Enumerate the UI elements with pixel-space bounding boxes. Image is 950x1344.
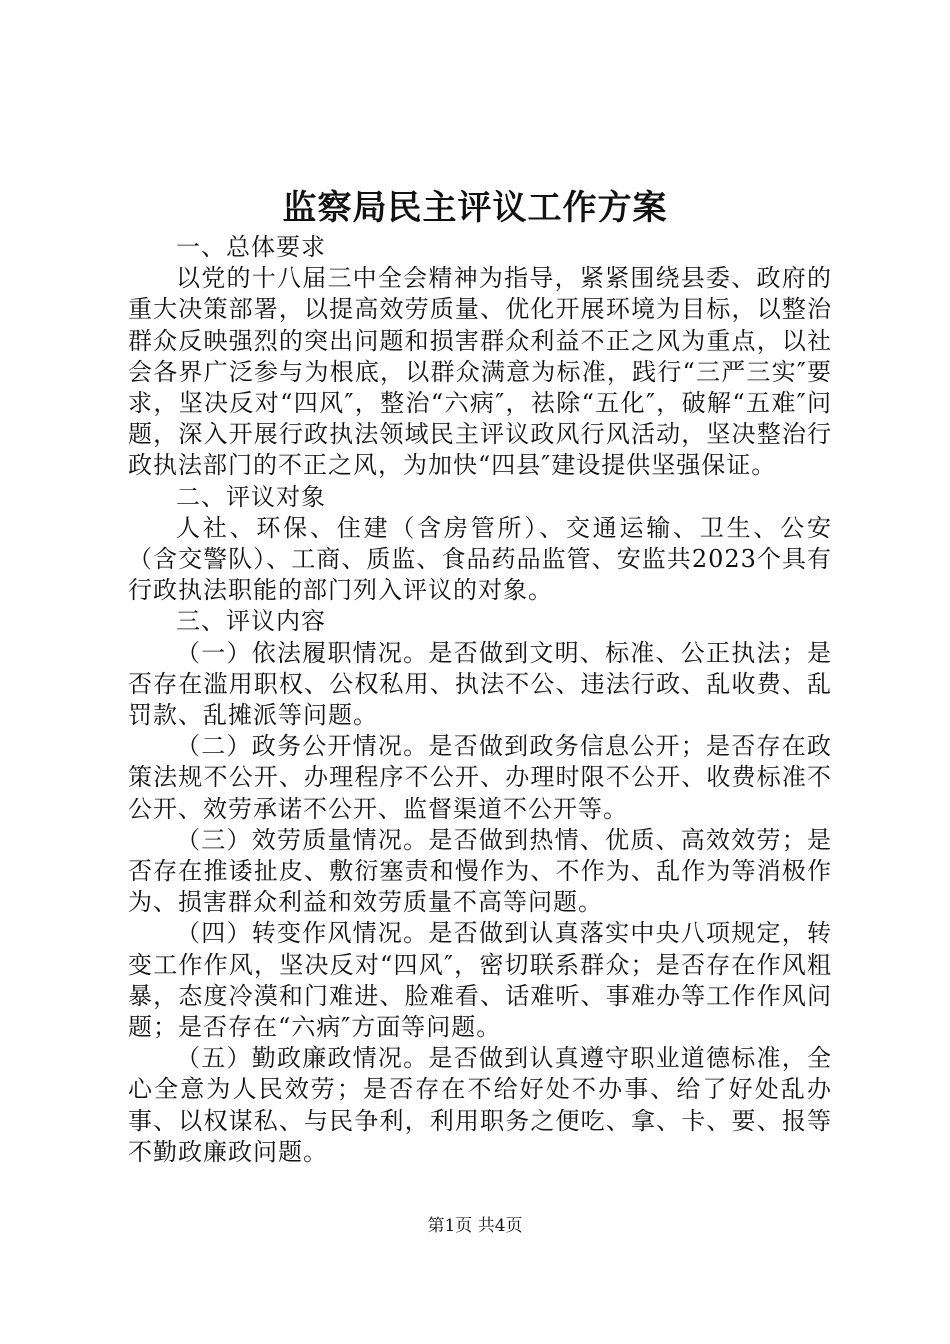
document-title: 监察局民主评议工作方案 xyxy=(282,188,668,228)
paragraph-evaluation-targets: 人社、环保、住建（含房管所）、交通运输、卫生、公安（含交警队）、工商、质监、食品药品监管、安监共2023个具有行政执法职能的部门列入评议的对象。 xyxy=(128,513,832,605)
section-heading-general-requirements: 一、总体要求 xyxy=(176,233,326,261)
paragraph-lawful-duties: （一）依法履职情况。是否做到文明、标准、公正执法；是否存在滥用职权、公权私用、执法不公、违法行政、乱收费、乱罚款、乱摊派等问题。 xyxy=(128,638,832,730)
paragraph-general-requirements: 以党的十八届三中全会精神为指导，紧紧围绕县委、政府的重大决策部署，以提高效劳质量、优化开展环境为目标，以整治群众反映强烈的突出问题和损害群众利益不正之风为重点，以社会各界广泛参与为根底，以群众满意为标准，践行“三严三实″要求，坚决反对“四风″，整治“六病″，祛除“五化″，破解“五难″问题，深入开展行政执法领域民主评议政风行风活动，坚决整治行政执法部门的不正之风，为加快“四县″建设提供坚强保证。 xyxy=(128,264,832,480)
paragraph-service-quality: （三）效劳质量情况。是否做到热情、优质、高效效劳；是否存在推诿扯皮、敷衍塞责和慢作为、不作为、乱作为等消极作为、损害群众利益和效劳质量不高等问题。 xyxy=(128,825,832,917)
document-body xyxy=(128,232,832,1168)
paragraph-diligence-integrity: （五）勤政廉政情况。是否做到认真遵守职业道德标准，全心全意为人民效劳；是否存在不给好处不办事、给了好处乱办事、以权谋私、与民争利，利用职务之便吃、拿、卡、要、报等不勤政廉政问题。 xyxy=(128,1044,832,1166)
page-footer: 第1页 共4页 xyxy=(427,1216,523,1236)
paragraph-government-transparency: （二）政务公开情况。是否做到政务信息公开；是否存在政策法规不公开、办理程序不公开、办理时限不公开、收费标准不公开、效劳承诺不公开、监督渠道不公开等。 xyxy=(128,732,832,823)
section-heading-evaluation-content: 三、评议内容 xyxy=(176,607,326,636)
section-heading-evaluation-targets: 二、评议对象 xyxy=(176,482,326,511)
paragraph-work-style: （四）转变作风情况。是否做到认真落实中央八项规定，转变工作作风，坚决反对“四风″，密切联系群众；是否存在作风粗暴，态度冷漠和门难进、脸难看、话难听、事难办等工作作风问题；是否存在“六病″方面等问题。 xyxy=(128,919,832,1042)
